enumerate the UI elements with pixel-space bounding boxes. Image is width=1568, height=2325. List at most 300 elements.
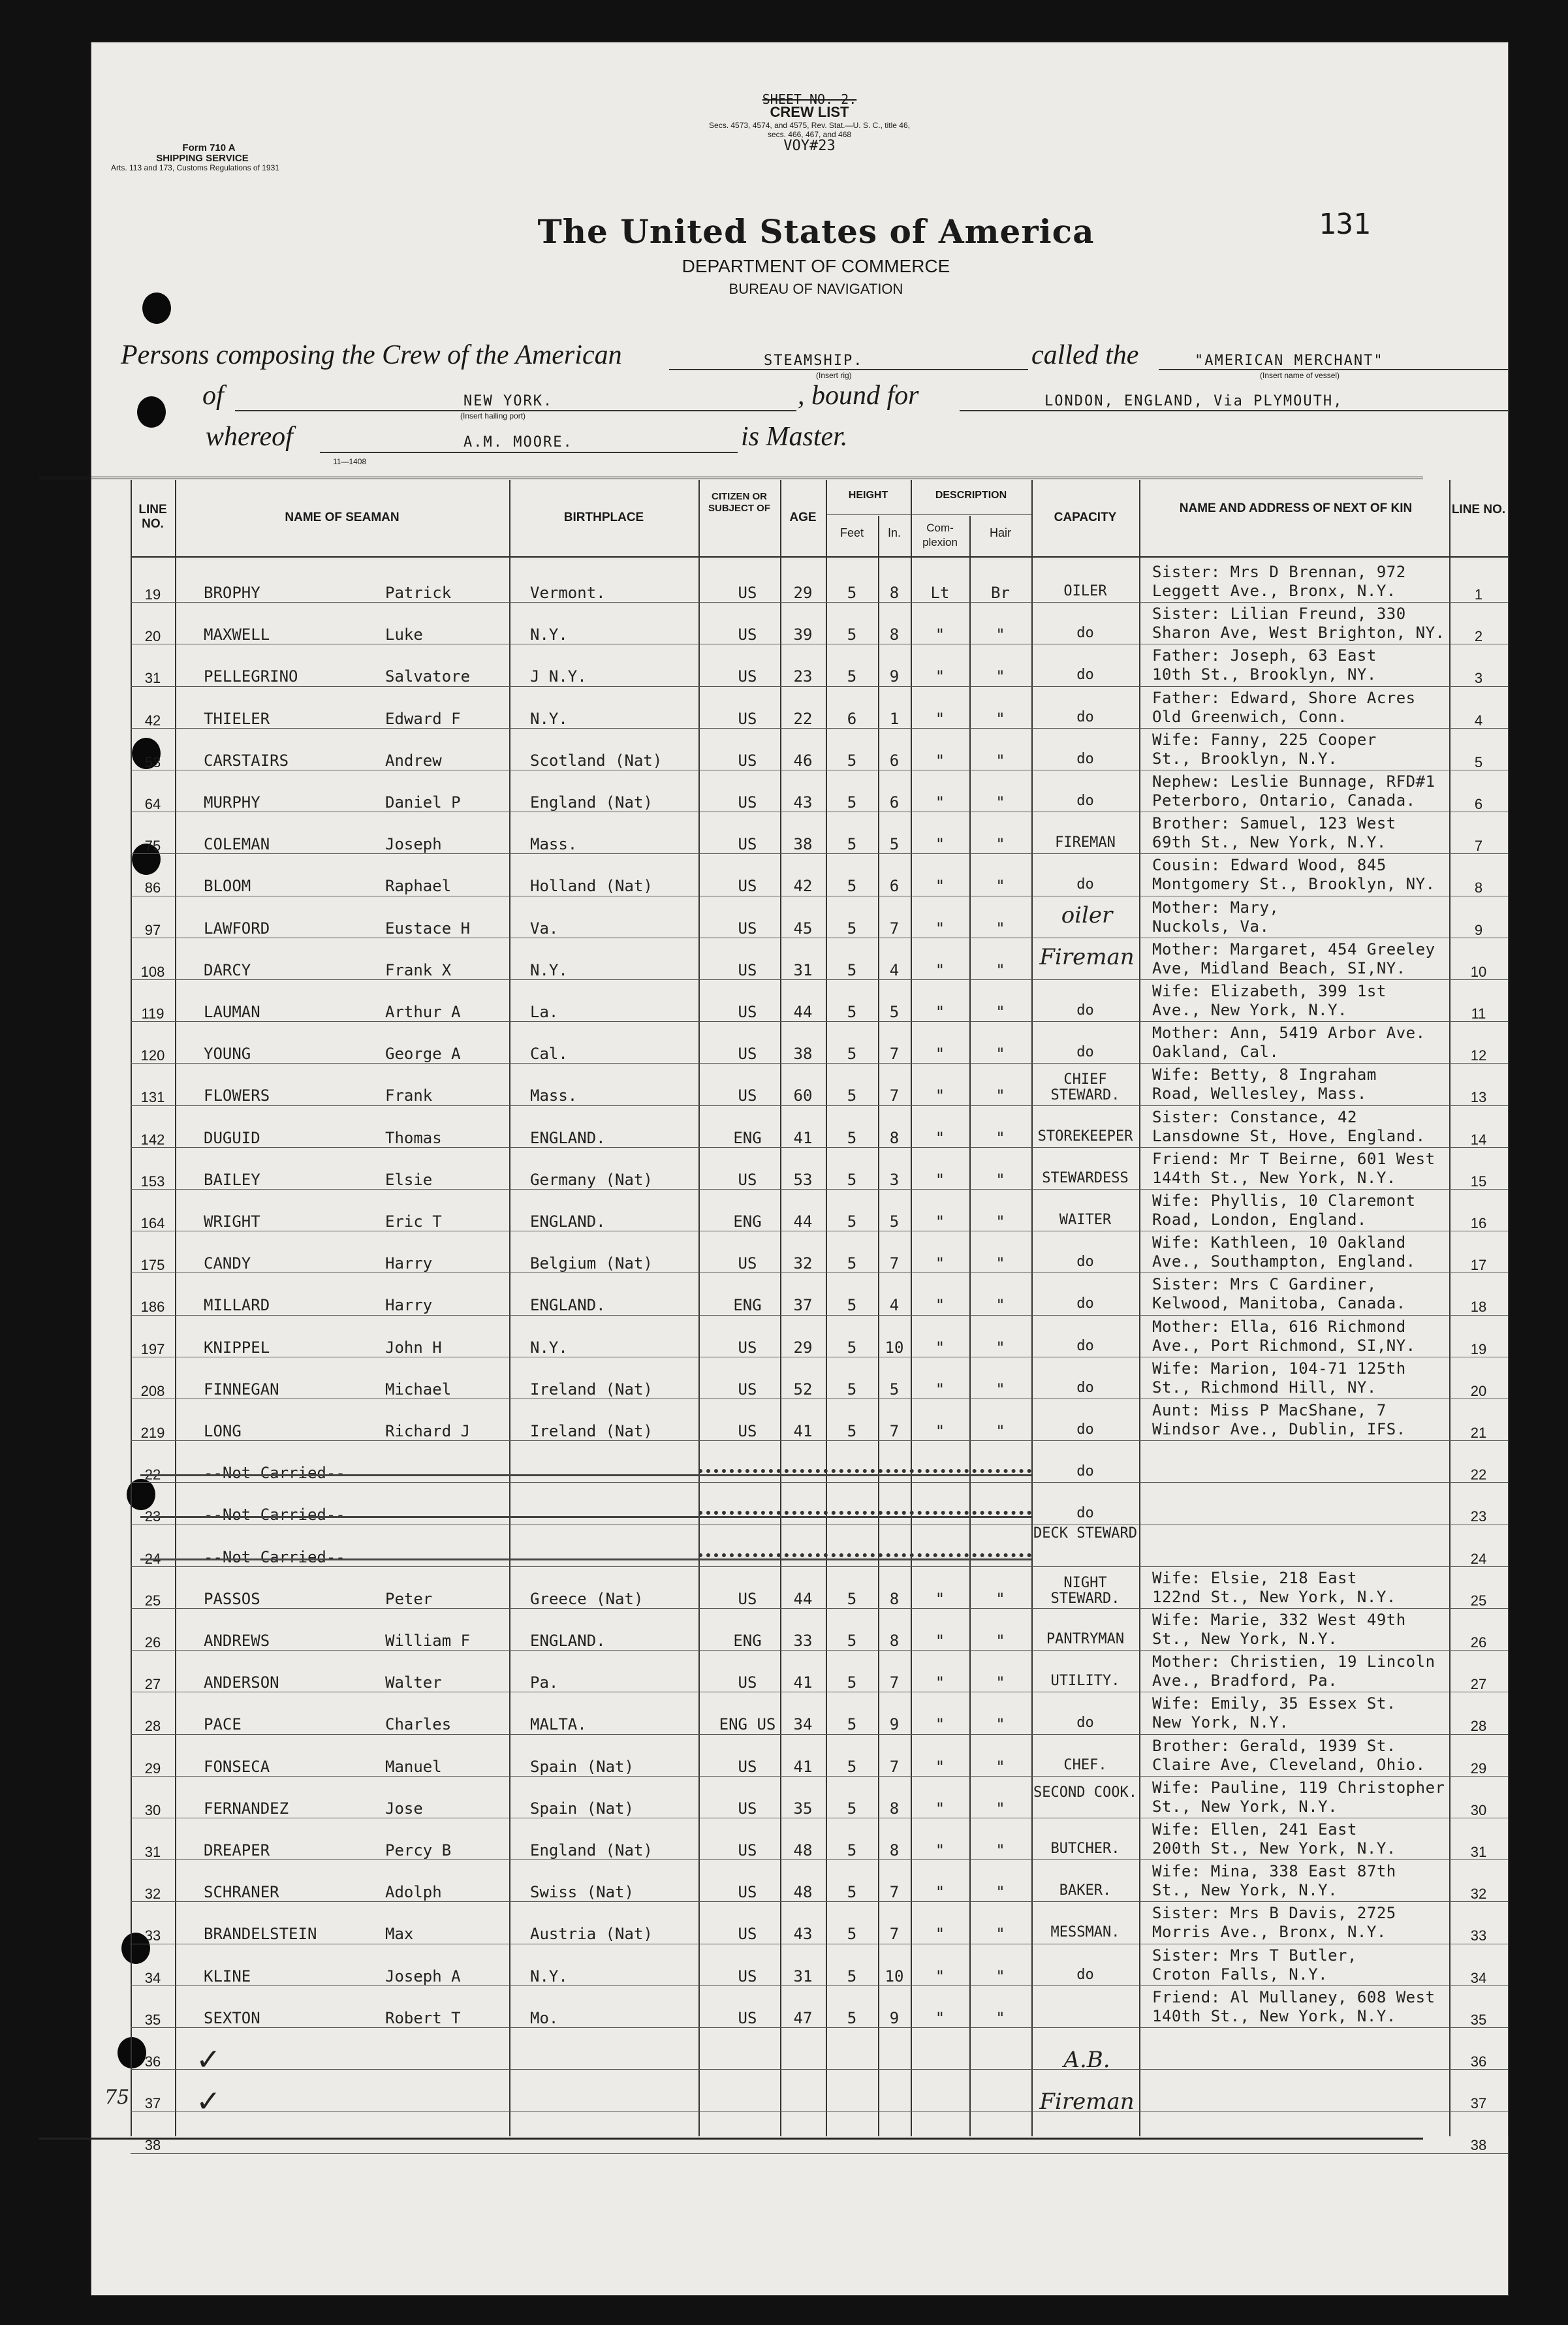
height-feet: 5 [847,877,857,896]
line-number-right: 29 [1470,1760,1487,1777]
next-of-kin-line-1: Nephew: Leslie Bunnage, RFD#1 [1152,772,1435,791]
seaman-surname: DARCY [204,960,251,979]
height-inches: 7 [889,1757,900,1776]
capacity: do [1076,667,1094,684]
destination: LONDON, ENGLAND, Via PLYMOUTH, [1044,393,1343,409]
age: 48 [793,1841,813,1859]
height-feet: 5 [847,919,857,938]
table-row [0,1985,1568,2027]
next-of-kin-line-2: St., New York, N.Y. [1152,1630,1338,1648]
height-inches: 8 [889,584,900,602]
col-line-no-right: LINE NO. [1451,503,1506,516]
next-of-kin-line-2: 140th St., New York, N.Y. [1152,2006,1396,2025]
height-feet: 5 [847,1883,857,1902]
age: 45 [793,919,813,938]
seaman-given-name: Elsie [385,1170,433,1189]
next-of-kin-line-1: Wife: Fanny, 225 Cooper [1152,730,1377,749]
line-number: 119 [141,1005,165,1022]
complexion: " [935,1296,945,1315]
line-number-right: 13 [1470,1089,1487,1106]
complexion: " [935,919,945,938]
next-of-kin-line-2: Ave, Midland Beach, SI,NY. [1152,958,1406,977]
height-inches: 5 [889,835,900,854]
strike-line [698,1469,1031,1473]
birthplace: Vermont. [530,584,606,602]
line-number: 120 [140,1047,165,1064]
line-number-right: 31 [1470,1844,1487,1860]
birthplace: Ireland (Nat) [530,1380,653,1399]
height-feet: 5 [847,751,857,770]
birthplace: Pa. [530,1673,559,1692]
vessel-hint: (Insert name of vessel) [1260,371,1340,380]
col-feet: Feet [839,526,864,539]
next-of-kin-line-1: Sister: Mrs B Davis, 2725 [1152,1904,1396,1923]
height-inches: 6 [889,751,900,770]
age: 60 [793,1086,813,1105]
complexion: " [935,709,945,728]
height-feet: 5 [847,584,857,602]
seaman-given-name: Edward F [385,709,461,728]
next-of-kin-line-1: Mother: Christien, 19 Lincoln [1152,1653,1435,1671]
next-of-kin-line-2: Road, London, England. [1152,1210,1367,1229]
line-number-right: 12 [1470,1047,1487,1064]
next-of-kin-line-1: Friend: Mr T Beirne, 601 West [1152,1149,1435,1168]
hair: " [996,1925,1005,1944]
line-number-right: 32 [1470,1886,1487,1903]
line-number-right: 30 [1470,1801,1487,1818]
line-number-right: 27 [1470,1676,1487,1693]
table-row [0,1273,1568,1314]
seaman-surname: BRANDELSTEIN [204,1925,317,1944]
complexion: " [935,1254,945,1273]
line-number: 175 [140,1257,165,1274]
is-master-label: is Master. [741,422,848,452]
seaman-surname: --Not Carried-- [204,1464,345,1483]
next-of-kin-line-2: St., Brooklyn, N.Y. [1152,749,1338,768]
seaman-given-name: Salvatore [385,667,471,686]
complexion: " [935,625,945,644]
complexion: " [935,1212,945,1231]
capacity: do [1076,1421,1094,1438]
next-of-kin-line-2: Oakland, Cal. [1152,1043,1279,1062]
table-row [0,1189,1568,1231]
citizenship: US [738,1254,757,1273]
height-inches: 7 [889,1422,900,1440]
next-of-kin-line-2: Road, Wellesley, Mass. [1152,1084,1367,1103]
height-feet: 5 [847,1296,857,1315]
line-number: 75 [144,838,161,855]
complexion: " [935,1715,945,1734]
next-of-kin-line-2: Ave., Port Richmond, SI,NY. [1152,1336,1416,1355]
col-description: DESCRIPTION [935,490,1007,501]
line-number: 197 [140,1340,165,1357]
hair: " [996,1673,1005,1692]
next-of-kin-line-1: Sister: Mrs D Brennan, 972 [1152,563,1406,581]
line-number: 42 [144,712,161,729]
next-of-kin-line-1: Mother: Ella, 616 Richmond [1152,1317,1406,1336]
age: 43 [793,1925,813,1944]
col-complexion: Com-plexion [922,522,958,548]
birthplace: Mass. [530,1086,578,1105]
seaman-given-name: Eustace H [385,919,471,938]
table-row [0,1608,1568,1650]
height-feet: 5 [847,1170,857,1189]
statute-line-1: Secs. 4573, 4574, and 4575, Rev. Stat.—U. S. C., title 46, [709,121,910,130]
table-row [0,812,1568,853]
birthplace: N.Y. [530,960,568,979]
seaman-given-name: Manuel [385,1757,442,1776]
seaman-surname: YOUNG [204,1045,251,1064]
next-of-kin-line-1: Wife: Pauline, 119 Christopher [1152,1778,1445,1797]
height-inches: 9 [889,667,900,686]
line-number: 26 [144,1634,161,1651]
seaman-given-name: John H [385,1338,442,1357]
line-number-right: 35 [1470,2011,1487,2028]
height-inches: 8 [889,1632,900,1650]
next-of-kin-line-2: Ave., New York, N.Y. [1152,1001,1347,1019]
country-title: The United States of America [537,212,1095,251]
citizenship: ENG [733,1212,762,1231]
citizenship: US [738,1673,757,1692]
seaman-given-name: Harry [385,1296,433,1315]
height-feet: 5 [847,1380,857,1399]
complexion: " [935,793,945,812]
line-number-right: 1 [1474,586,1483,603]
hair: " [996,919,1005,938]
line-number: 38 [144,2137,161,2154]
height-inches: 9 [889,1715,900,1734]
birthplace: Greece (Nat) [530,1589,644,1608]
line-number: 208 [140,1382,165,1399]
seaman-surname: MURPHY [204,793,260,812]
capacity: DECK STEWARD [1033,1525,1137,1542]
next-of-kin-line-2: Ave., Southampton, England. [1152,1252,1416,1271]
citizenship: US [738,1045,757,1064]
table-row [0,1776,1568,1818]
port-hint: (Insert hailing port) [460,411,526,420]
height-feet: 5 [847,1589,857,1608]
height-feet: 5 [847,835,857,854]
next-of-kin-line-1: Brother: Gerald, 1939 St. [1152,1736,1396,1755]
citizenship: US [738,793,757,812]
line-number-right: 38 [1470,2137,1487,2154]
rig-hint: (Insert rig) [816,371,852,380]
seaman-surname: PACE [204,1715,242,1734]
age: 53 [793,1170,813,1189]
next-of-kin-line-2: 200th St., New York, N.Y. [1152,1839,1396,1858]
hair: Br [991,584,1010,602]
line-number-right: 4 [1474,712,1483,729]
citizenship: US [738,960,757,979]
age: 31 [793,960,813,979]
table-row [0,1357,1568,1399]
seaman-surname: KLINE [204,1967,251,1985]
punch-hole [137,396,166,428]
next-of-kin-line-1: Mother: Margaret, 454 Greeley [1152,940,1435,958]
line-number: 24 [144,1550,161,1567]
age: 38 [793,1045,813,1064]
next-of-kin-line-1: Father: Edward, Shore Acres [1152,688,1416,707]
line-number-right: 9 [1474,921,1483,938]
height-feet: 5 [847,2008,857,2027]
line-number: 108 [140,963,165,980]
form-articles: Arts. 113 and 173, Customs Regulations of 1931 [111,163,279,172]
birthplace: Austria (Nat) [530,1925,653,1944]
next-of-kin-line-2: St., Richmond Hill, NY. [1152,1378,1377,1397]
next-of-kin-line-1: Mother: Mary, [1152,898,1279,917]
hair: " [996,1045,1005,1064]
punch-hole [142,293,171,324]
strike-line [698,1511,1031,1515]
capacity: do [1076,876,1094,893]
table-row [0,1944,1568,1985]
seaman-given-name: Andrew [385,751,442,770]
seaman-surname: LAWFORD [204,919,270,938]
line-number: 28 [144,1718,161,1735]
height-feet: 5 [847,1003,857,1021]
line-number: 30 [144,1801,161,1818]
next-of-kin-line-1: Wife: Emily, 35 Essex St. [1152,1694,1396,1713]
next-of-kin-line-2: Croton Falls, N.Y. [1152,1965,1328,1984]
capacity: do [1076,1295,1094,1312]
complexion: " [935,960,945,979]
height-feet: 5 [847,960,857,979]
next-of-kin-line-1: Sister: Mrs T Butler, [1152,1946,1357,1965]
line-number-right: 25 [1470,1592,1487,1609]
seaman-surname: PELLEGRINO [204,667,298,686]
complexion: " [935,1338,945,1357]
hair: " [996,709,1005,728]
next-of-kin-line-2: Montgomery St., Brooklyn, NY. [1152,875,1435,894]
seaman-surname: MAXWELL [204,625,270,644]
table-row [0,979,1568,1021]
hair: " [996,1003,1005,1021]
seaman-surname: KNIPPEL [204,1338,270,1357]
age: 48 [793,1883,813,1902]
height-feet: 5 [847,1841,857,1859]
age: 47 [793,2008,813,2027]
capacity: MESSMAN. [1050,1924,1120,1941]
citizenship: US [738,1003,757,1021]
hair: " [996,1338,1005,1357]
line-number-right: 3 [1474,670,1483,687]
complexion: " [935,1925,945,1944]
age: 22 [793,709,813,728]
age: 52 [793,1380,813,1399]
birthplace: Belgium (Nat) [530,1254,653,1273]
birthplace: Mass. [530,835,578,854]
line-number: 37 [144,2095,161,2112]
bureau: BUREAU OF NAVIGATION [729,281,903,297]
birthplace: ENGLAND. [530,1632,606,1650]
seaman-given-name: George A [385,1045,461,1064]
citizenship: US [738,1967,757,1985]
next-of-kin-line-2: Morris Ave., Bronx, N.Y. [1152,1923,1387,1942]
height-inches: 7 [889,1673,900,1692]
table-row [0,560,1568,602]
seaman-given-name: Luke [385,625,423,644]
next-of-kin-line-1: Wife: Kathleen, 10 Oakland [1152,1233,1406,1252]
voyage-number: VOY#23 [783,138,836,154]
seaman-given-name: Michael [385,1380,452,1399]
citizenship: ENG [733,1128,762,1147]
line-number: 53 [144,753,161,770]
line-number: 20 [144,628,161,645]
hair: " [996,1715,1005,1734]
table-row [0,1315,1568,1357]
seaman-given-name: Eric T [385,1212,442,1231]
height-inches: 7 [889,919,900,938]
seaman-surname: FERNANDEZ [204,1799,289,1818]
seaman-surname: DREAPER [204,1841,270,1859]
complexion: " [935,835,945,854]
height-feet: 5 [847,1967,857,1985]
seaman-surname: BROPHY [204,584,260,602]
complexion: " [935,1170,945,1189]
next-of-kin-line-1: Wife: Betty, 8 Ingraham [1152,1066,1377,1084]
next-of-kin-line-1: Sister: Constance, 42 [1152,1107,1357,1126]
capacity: do [1076,1463,1094,1480]
crew-list-title: CREW LIST [770,104,849,120]
line-number-right: 23 [1470,1508,1487,1525]
citizenship: US [738,584,757,602]
age: 41 [793,1422,813,1440]
next-of-kin-line-1: Mother: Ann, 5419 Arbor Ave. [1152,1024,1426,1043]
table-row [0,853,1568,895]
citizenship: US [738,835,757,854]
height-inches: 9 [889,2008,900,2027]
seaman-surname: DUGUID [204,1128,260,1147]
col-capacity: CAPACITY [1054,511,1117,524]
next-of-kin-line-2: Leggett Ave., Bronx, N.Y. [1152,582,1396,600]
height-inches: 5 [889,1212,900,1231]
department: DEPARTMENT OF COMMERCE [682,256,950,276]
hair: " [996,1883,1005,1902]
line-number-right: 22 [1470,1466,1487,1483]
col-line-no: LINE NO. [138,503,167,531]
height-inches: 8 [889,625,900,644]
check-mark: ✓ [196,2042,221,2077]
line-number: 33 [144,1927,161,1944]
hair: " [996,1841,1005,1859]
table-row [0,1818,1568,1859]
citizenship: US [738,2008,757,2027]
seaman-surname: ANDERSON [204,1673,279,1692]
complexion: " [935,1757,945,1776]
line-number-right: 18 [1470,1299,1487,1316]
height-feet: 5 [847,793,857,812]
line-number: 219 [140,1425,165,1441]
hair: " [996,1380,1005,1399]
table-row [0,1901,1568,1943]
col-next-of-kin: NAME AND ADDRESS OF NEXT OF KIN [1179,501,1413,515]
age: 37 [793,1296,813,1315]
height-inches: 1 [889,709,900,728]
hair: " [996,1422,1005,1440]
seaman-given-name: Harry [385,1254,433,1273]
line-number: 27 [144,1676,161,1693]
capacity: do [1076,708,1094,725]
hair: " [996,1799,1005,1818]
next-of-kin-line-2: Nuckols, Va. [1152,917,1270,936]
complexion: " [935,1799,945,1818]
table-row [0,1482,1568,1524]
birthplace: ENGLAND. [530,1128,606,1147]
next-of-kin-line-2: Windsor Ave., Dublin, IFS. [1152,1420,1406,1438]
hair: " [996,2008,1005,2027]
complexion: " [935,1086,945,1105]
line-number-right: 17 [1470,1257,1487,1274]
height-feet: 5 [847,1715,857,1734]
seaman-given-name: Raphael [385,877,452,896]
line-number-right: 11 [1471,1005,1486,1022]
age: 29 [793,584,813,602]
birthplace: Swiss (Nat) [530,1883,634,1902]
height-inches: 10 [885,1967,904,1985]
height-inches: 8 [889,1799,900,1818]
complexion: " [935,1003,945,1021]
col-inches: In. [887,526,901,539]
line-number: 142 [140,1131,165,1148]
seaman-surname: MILLARD [204,1296,270,1315]
height-inches: 5 [889,1003,900,1021]
birthplace: Mo. [530,2008,559,2027]
hair: " [996,667,1005,686]
capacity: do [1076,1002,1094,1019]
citizenship: US [738,919,757,938]
citizenship: US [738,1589,757,1608]
master-name: A.M. MOORE. [463,434,573,451]
capacity-handwritten: A.B. [1063,2047,1110,2073]
next-of-kin-line-1: Wife: Marion, 104-71 125th [1152,1359,1406,1378]
age: 39 [793,625,813,644]
height-feet: 5 [847,667,857,686]
seaman-given-name: Arthur A [385,1003,461,1021]
birthplace: J N.Y. [530,667,587,686]
height-inches: 4 [889,1296,900,1315]
complexion: " [935,667,945,686]
check-mark: ✓ [196,2083,221,2119]
line-number-right: 7 [1474,838,1483,855]
next-of-kin-line-2: Kelwood, Manitoba, Canada. [1152,1294,1406,1313]
complexion: " [935,1883,945,1902]
line-number: 64 [144,796,161,812]
birthplace: Spain (Nat) [530,1799,634,1818]
line-number-right: 26 [1470,1634,1487,1651]
capacity: WAITER [1059,1212,1112,1228]
next-of-kin-line-2: 144th St., New York, N.Y. [1152,1168,1396,1187]
table-row [0,1734,1568,1776]
line-number: 22 [144,1466,161,1483]
next-of-kin-line-1: Aunt: Miss P MacShane, 7 [1152,1401,1387,1419]
strike-line [140,1558,1031,1560]
line-number: 19 [144,586,161,603]
line-number-right: 20 [1470,1382,1487,1399]
complexion: " [935,1632,945,1650]
seaman-surname: BAILEY [204,1170,260,1189]
table-row [0,1650,1568,1692]
complexion: " [935,1841,945,1859]
capacity-handwritten: oiler [1061,902,1113,928]
seaman-given-name: Peter [385,1589,433,1608]
hair: " [996,1170,1005,1189]
line-number-right: 5 [1474,753,1483,770]
seaman-surname: LAUMAN [204,1003,260,1021]
birthplace: N.Y. [530,1338,568,1357]
height-inches: 5 [889,1380,900,1399]
capacity: NIGHT STEWARD. [1050,1574,1120,1607]
capacity: STEWARDESS [1042,1169,1129,1186]
